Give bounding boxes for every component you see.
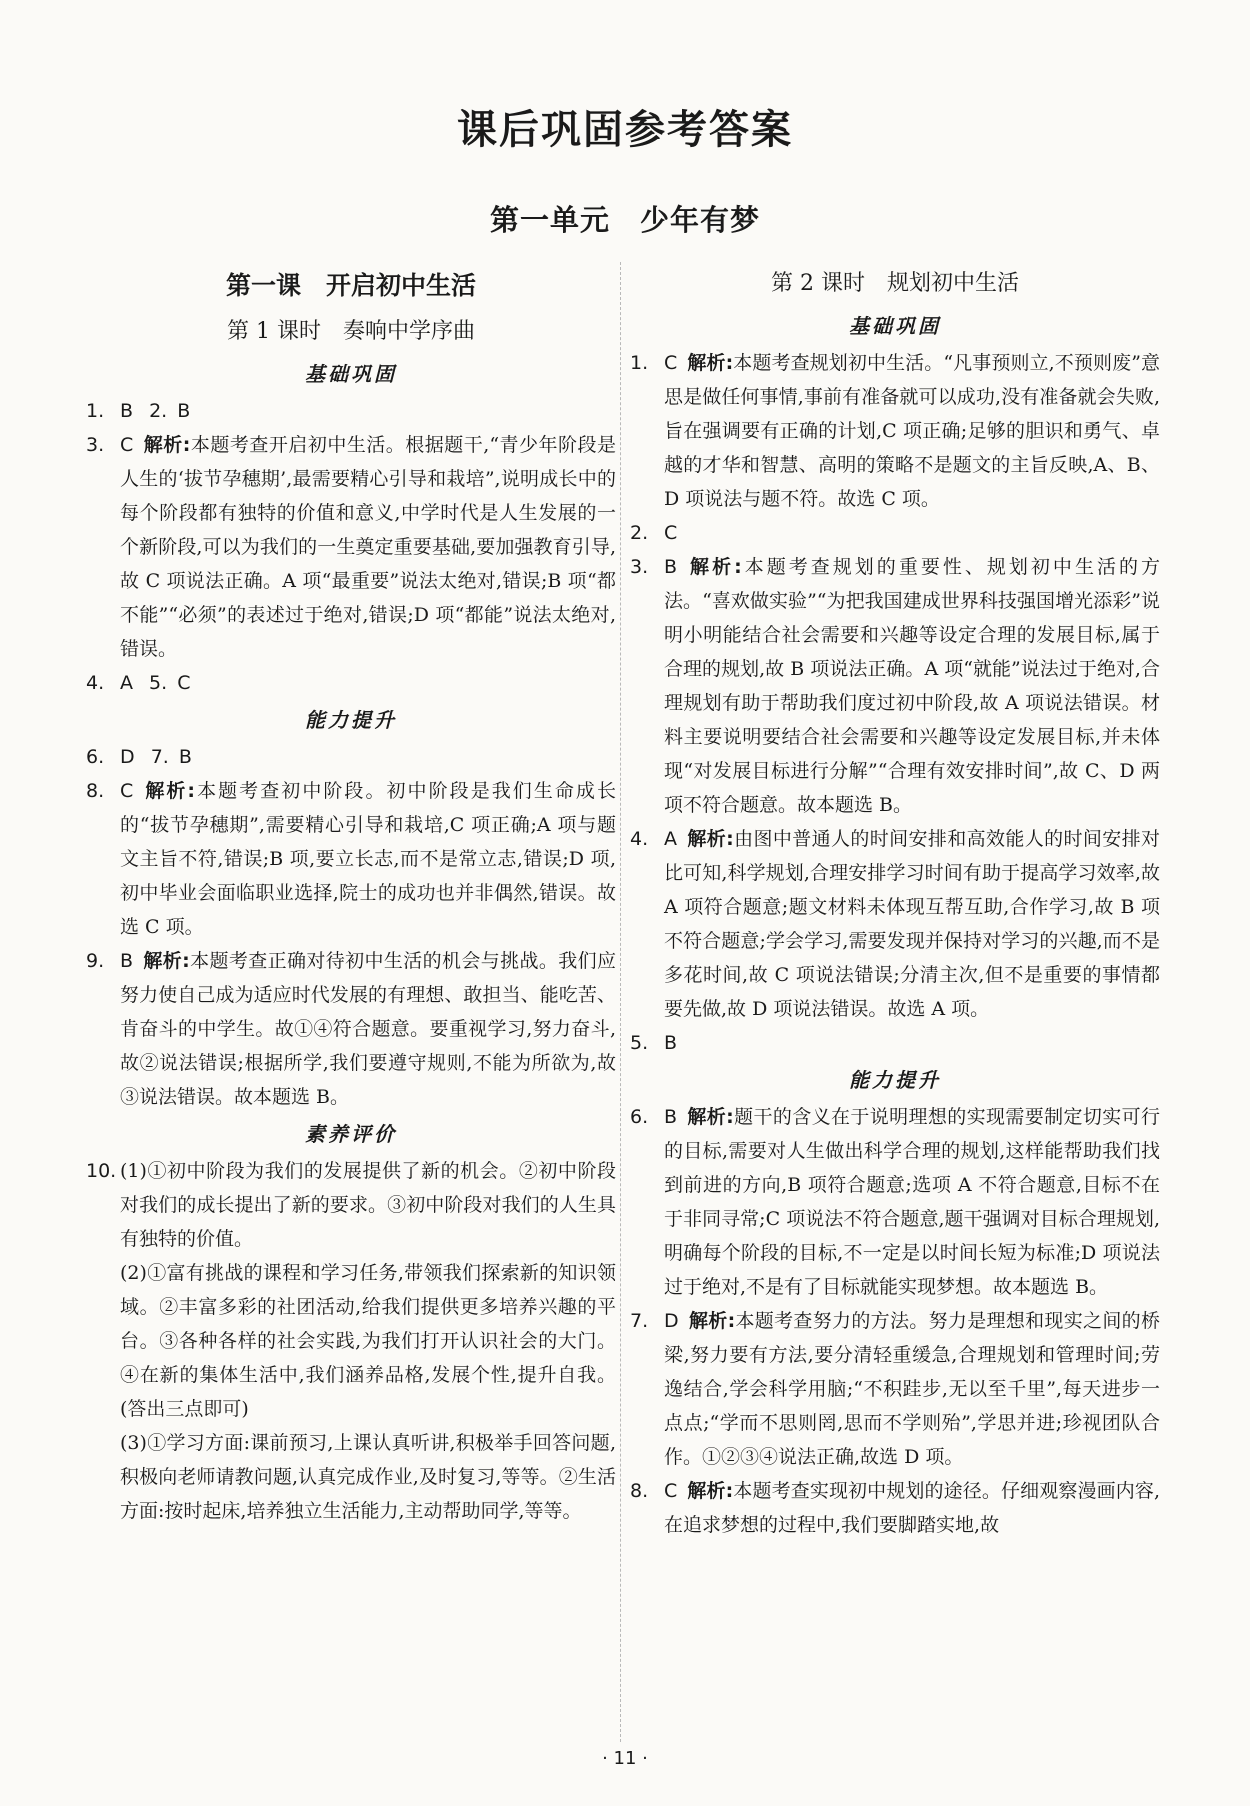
answer-item xyxy=(86,740,616,774)
answer-part: (1)①初中阶段为我们的发展提供了新的机会。②初中阶段对我们的成长提出了新的要求。③初中阶段对我们的人生具有独特的价值。 xyxy=(120,1160,616,1250)
answer-explanation xyxy=(664,1100,1160,1304)
question-number: 8. xyxy=(630,1480,649,1502)
answer-choice: D xyxy=(120,746,135,768)
answer-part: (2)①富有挑战的课程和学习任务,带领我们探索新的知识领域。②丰富多彩的社团活动,给我们提供更多培养兴趣的平台。③各种各样的社会实践,为我们打开认识社会的大门。④在新的集体生活中,我们涵养品格,发展个性,提升自我。(答出三点即可) xyxy=(120,1262,616,1420)
section-heading-basic: 基础巩固 xyxy=(305,362,397,386)
question-number: 4. xyxy=(86,672,105,694)
question-number: 5. xyxy=(630,1032,649,1054)
answer-line xyxy=(664,1026,1160,1060)
answer-explanation xyxy=(120,428,616,666)
analysis-text: 本题考查实现初中规划的途径。仔细观察漫画内容,在追求梦想的过程中,我们要脚踏实地,故 xyxy=(664,1480,1160,1536)
analysis-label: 解析: xyxy=(143,780,196,802)
answer-choice: A xyxy=(120,672,133,694)
period-title: 第 1 课时 奏响中学序曲 xyxy=(227,319,475,344)
lesson-title: 第一课 开启初中生活 xyxy=(225,271,476,300)
period-title: 第 2 课时 规划初中生活 xyxy=(771,271,1019,296)
answer-explanation xyxy=(664,1304,1160,1474)
analysis-label: 解析: xyxy=(687,556,742,578)
answer-item xyxy=(630,1474,1160,1542)
answer-item xyxy=(630,1304,1160,1474)
answer-choice: B xyxy=(177,400,191,422)
question-number: 1. xyxy=(630,352,649,374)
answer-choice: C xyxy=(664,522,678,544)
unit-title: 第一单元 少年有梦 xyxy=(489,203,760,237)
question-number: 2. xyxy=(149,400,168,422)
analysis-label: 解析: xyxy=(143,434,191,456)
analysis-text: 题干的含义在于说明理想的实现需要制定切实可行的目标,需要对人生做出科学合理的规划,这样能帮助我们找到前进的方向,B 项符合题意;选项 A 不符合题意,目标不在于非同寻常;C 项说法不符合题意,题干强调对目标合理规划,明确每个阶段的目标,不一定是以时间长短为标准;D 项说法过于绝对,不是有了目标就能实现梦想。故本题选 B。 xyxy=(664,1106,1160,1298)
answer-choice: C xyxy=(120,780,134,802)
question-number: 9. xyxy=(86,950,105,972)
answer-item xyxy=(86,394,616,428)
section-heading-basic: 基础巩固 xyxy=(849,314,941,338)
right-column xyxy=(630,262,1160,1542)
answer-explanation xyxy=(664,346,1160,516)
analysis-text: 本题考查努力的方法。努力是理想和现实之间的桥梁,努力要有方法,要分清轻重缓急,合理规划和管理时间;劳逸结合,学会科学用脑;“不积跬步,无以至千里”,每天进步一点点;“学而不思则罔,思而不学则殆”,学思并进;珍视团队合作。①②③④说法正确,故选 D 项。 xyxy=(664,1310,1160,1468)
analysis-label: 解析: xyxy=(687,828,734,850)
answer-explanation xyxy=(120,944,616,1114)
answer-item xyxy=(86,774,616,944)
question-number: 10. xyxy=(86,1160,117,1182)
section-heading-quality: 素养评价 xyxy=(305,1122,397,1146)
answer-explanation xyxy=(664,1474,1160,1542)
answer-item xyxy=(86,666,616,700)
analysis-text: 本题考查规划的重要性、规划初中生活的方法。“喜欢做实验”“为把我国建成世界科技强国增光添彩”说明小明能结合社会需要和兴趣等设定合理的发展目标,属于合理的规划,故 B 项说法正确。A 项“就能”说法过于绝对,合理规划有助于帮助我们度过初中阶段,故 A 项说法错误。材料主要说明要结合社会需要和兴趣等设定发展目标,并未体现“对发展目标进行分解”“合理有效安排时间”,故 C、D 两项不符合题意。故本题选 B。 xyxy=(664,556,1160,816)
question-number: 8. xyxy=(86,780,105,802)
answer-item xyxy=(86,1154,616,1528)
question-number: 5. xyxy=(149,672,168,694)
answer-line xyxy=(120,666,616,700)
answer-choice: B xyxy=(664,556,678,578)
answer-line xyxy=(120,394,616,428)
question-number: 7. xyxy=(630,1310,649,1332)
analysis-label: 解析: xyxy=(143,950,190,972)
section-heading-ability: 能力提升 xyxy=(305,708,397,732)
answer-choice: D xyxy=(664,1310,679,1332)
answer-item xyxy=(86,944,616,1114)
answer-choice: A xyxy=(664,828,677,850)
question-number: 4. xyxy=(630,828,649,850)
analysis-text: 本题考查正确对待初中生活的机会与挑战。我们应努力使自己成为适应时代发展的有理想、敢担当、能吃苦、肯奋斗的中学生。故①④符合题意。要重视学习,努力奋斗,故②说法错误;根据所学,我们要遵守规则,不能为所欲为,故③说法错误。故本题选 B。 xyxy=(120,950,616,1108)
analysis-text: 本题考查规划初中生活。“凡事预则立,不预则废”意思是做任何事情,事前有准备就可以成功,没有准备就会失败,旨在强调要有正确的计划,C 项正确;足够的胆识和勇气、卓越的才华和智慧、高明的策略不是题文的主旨反映,A、B、D 项说法与题不符。故选 C 项。 xyxy=(664,352,1161,510)
answer-explanation xyxy=(120,774,616,944)
answer-line xyxy=(120,740,616,774)
answer-item xyxy=(86,428,616,666)
analysis-text: 本题考查初中阶段。初中阶段是我们生命成长的“拔节孕穗期”,需要精心引导和栽培,C 项正确;A 项与题文主旨不符,错误;B 项,要立长志,而不是常立志,错误;D 项,初中毕业会面临职业选择,院士的成功也并非偶然,错误。故选 C 项。 xyxy=(120,780,616,938)
section-heading-ability: 能力提升 xyxy=(849,1068,941,1092)
analysis-label: 解析: xyxy=(688,1310,736,1332)
column-divider xyxy=(620,262,621,1742)
answer-choice: B xyxy=(664,1106,678,1128)
answer-choice: C xyxy=(664,1480,678,1502)
analysis-label: 解析: xyxy=(687,1106,734,1128)
analysis-text: 本题考查开启初中生活。根据题干,“青少年阶段是人生的‘拔节孕穗期’,最需要精心引导和栽培”,说明成长中的每个阶段都有独特的价值和意义,中学时代是人生发展的一个新阶段,可以为我们的一生奠定重要基础,要加强教育引导,故 C 项说法正确。A 项“最重要”说法太绝对,错误;B 项“都不能”“必须”的表述过于绝对,错误;D 项“都能”说法太绝对,错误。 xyxy=(120,434,616,660)
page-number: · 11 · xyxy=(602,1748,648,1769)
question-number: 3. xyxy=(630,556,649,578)
analysis-text: 由图中普通人的时间安排和高效能人的时间安排对比可知,科学规划,合理安排学习时间有助于提高学习效率,故 A 项符合题意;题文材料未体现互帮互助,合作学习,故 B 项不符合题意;学会学习,需要发现并保持对学习的兴趣,而不是多花时间,故 C 项说法错误;分清主次,但不是重要的事情都要先做,故 D 项说法错误。故选 A 项。 xyxy=(664,828,1160,1020)
question-number: 6. xyxy=(86,746,105,768)
answer-choice: B xyxy=(178,746,192,768)
answer-explanation xyxy=(664,822,1160,1026)
answer-item xyxy=(630,550,1160,822)
answer-item xyxy=(630,346,1160,516)
question-number: 6. xyxy=(630,1106,649,1128)
answer-choice: C xyxy=(120,434,134,456)
answer-choice: C xyxy=(177,672,191,694)
answer-part: (3)①学习方面:课前预习,上课认真听讲,积极举手回答问题,积极向老师请教问题,认真完成作业,及时复习,等等。②生活方面:按时起床,培养独立生活能力,主动帮助同学,等等。 xyxy=(120,1432,616,1522)
answer-explanation xyxy=(120,1154,616,1528)
analysis-label: 解析: xyxy=(687,1480,734,1502)
question-number: 1. xyxy=(86,400,105,422)
answer-item xyxy=(630,516,1160,550)
question-number: 3. xyxy=(86,434,105,456)
answer-choice: B xyxy=(120,950,134,972)
answer-item xyxy=(630,822,1160,1026)
left-column xyxy=(86,262,616,1528)
answer-item xyxy=(630,1100,1160,1304)
answer-choice: B xyxy=(120,400,134,422)
answer-choice: B xyxy=(664,1032,678,1054)
page-title: 课后巩固参考答案 xyxy=(457,106,793,153)
answer-item xyxy=(630,1026,1160,1060)
answer-choice: C xyxy=(664,352,678,374)
analysis-label: 解析: xyxy=(687,352,734,374)
question-number: 2. xyxy=(630,522,649,544)
question-number: 7. xyxy=(150,746,169,768)
answer-explanation xyxy=(664,550,1160,822)
answer-line xyxy=(664,516,1160,550)
